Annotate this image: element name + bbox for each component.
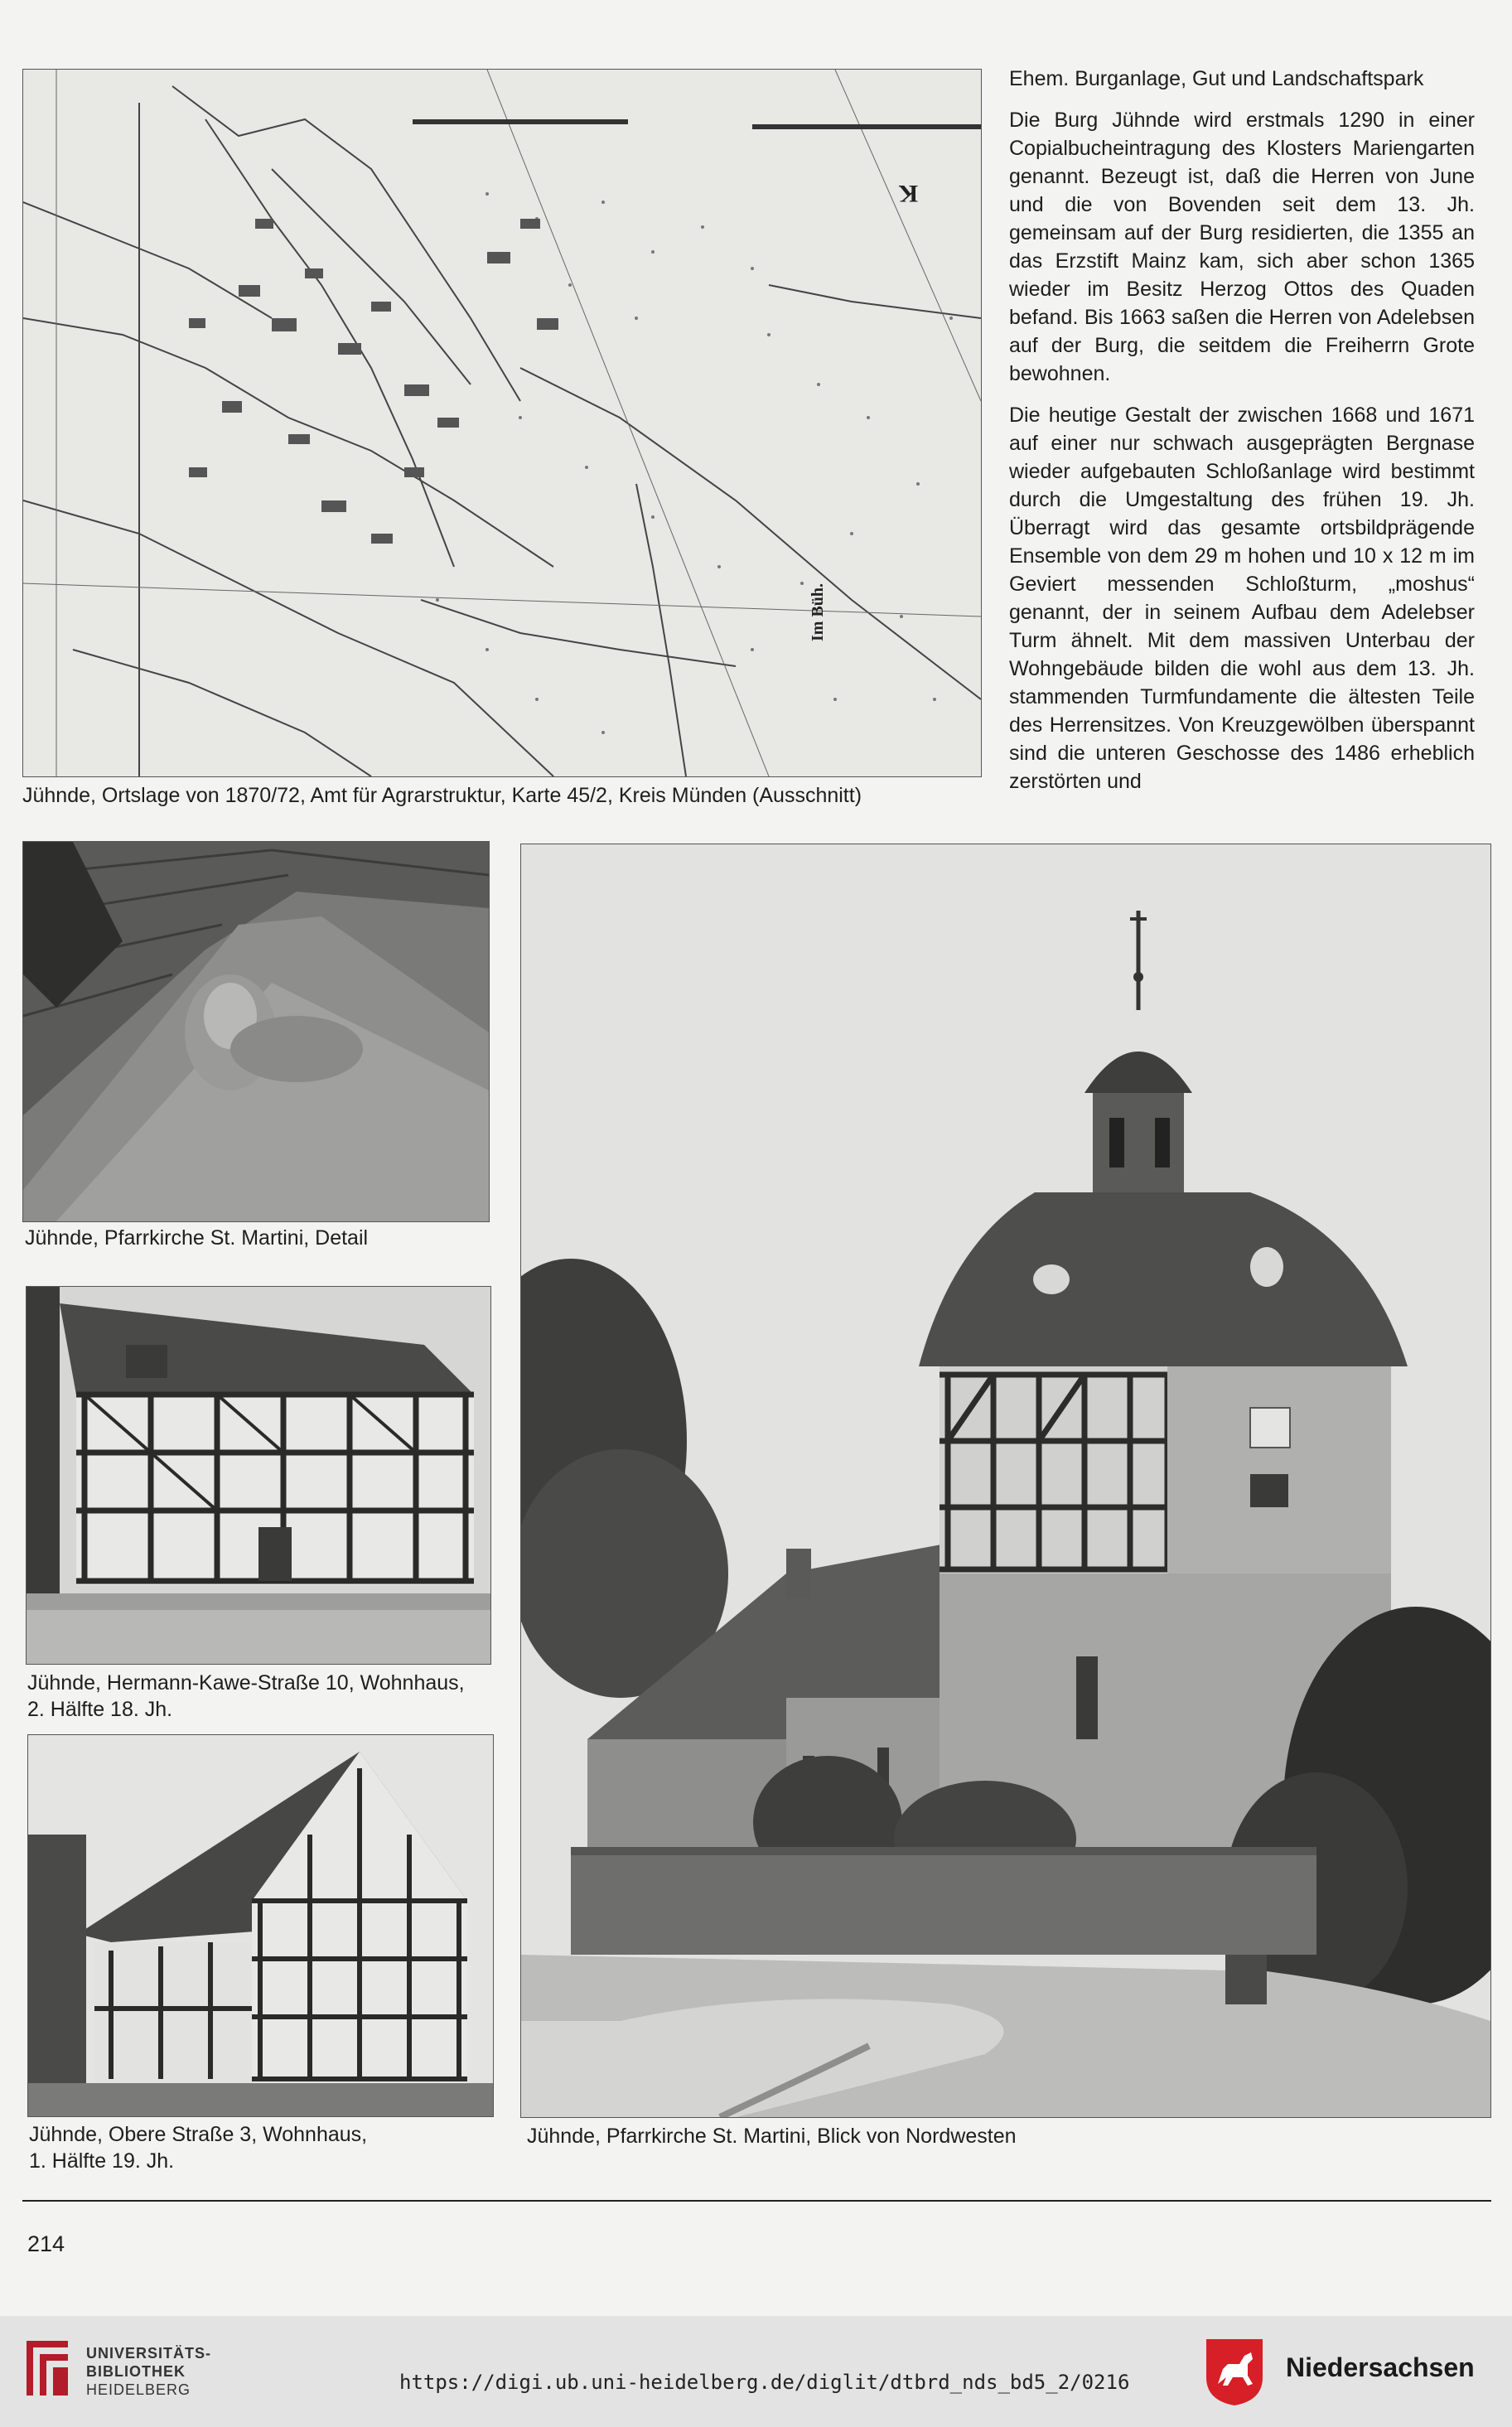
church-photo <box>520 844 1491 2118</box>
library-line1: UNIVERSITÄTS- <box>86 2345 212 2362</box>
paragraph-1: Die Burg Jühnde wird erstmals 1290 in einer Copialbucheintragung des Klosters Mariengarten genannt. Bezeugt ist, daß die Herren von June und die von Bovenden seit dem 13. Jh. gemeinsam auf der Burg residierten, die 1355 an das Erzstift Mainz kam, sich aber schon 1365 wieder im Besitz Herzog Ottos des Quaden befand. Bis 1663 saßen die Herren von Adelebsen auf der Burg, die seitdem die Freiherrn Grote bewohnen. <box>1009 109 1475 385</box>
house2-caption <box>29 2121 493 2174</box>
niedersachsen-horse-crest-icon <box>1203 2336 1266 2407</box>
section-heading: Ehem. Burganlage, Gut und Landschaftspark <box>1009 67 1424 90</box>
house1-caption <box>27 1670 491 1723</box>
bottom-rule <box>22 2200 1491 2202</box>
footer-bar <box>0 2316 1512 2427</box>
page-number: 214 <box>27 2231 65 2256</box>
map-drawing <box>23 70 981 776</box>
house2-photo <box>27 1734 494 2117</box>
church-detail-photo <box>22 841 490 1222</box>
state-name: Niedersachsen <box>1286 2352 1475 2382</box>
detail-caption: Jühnde, Pfarrkirche St. Martini, Detail <box>25 1226 369 1250</box>
library-line2: BIBLIOTHEK <box>86 2363 186 2380</box>
document-url[interactable]: https://digi.ub.uni-heidelberg.de/diglit/dtbrd_nds_bd5_2/0216 <box>399 2371 1130 2394</box>
library-name <box>86 2344 211 2399</box>
house1-caption-line2: 2. Hälfte 18. Jh. <box>27 1698 173 1721</box>
house1-caption-line1: Jühnde, Hermann-Kawe-Straße 10, Wohnhaus, <box>27 1671 465 1695</box>
church-detail-drawing <box>23 842 489 1221</box>
map-image <box>22 69 982 777</box>
text-column <box>1009 65 1475 809</box>
house2-caption-line1: Jühnde, Obere Straße 3, Wohnhaus, <box>29 2123 368 2146</box>
house2-caption-line2: 1. Hälfte 19. Jh. <box>29 2149 175 2173</box>
university-library-logo-icon <box>18 2333 76 2404</box>
map-label-field: Im Büh. <box>809 583 827 641</box>
house1-photo <box>26 1286 491 1665</box>
house2-drawing <box>28 1735 493 2116</box>
paragraph-2: Die heutige Gestalt der zwischen 1668 und 1671 auf einer nur schwach ausgeprägten Bergnase wieder aufgebauten Schloßanlage wird bestimmt durch die Umgestaltung des frühen 19. Jh. Überragt wird das gesamte ortsbildprägende Ensemble von dem 29 m hohen und 10 x 12 m im Geviert messenden Schloßturm, „moshus“ genannt, der in seinem Aufbau dem Adelebser Turm ähnelt. Mit dem massiven Unterbau der Wohngebäude bilden die wohl aus dem 13. Jh. stammenden Turmfundamente die ältesten Teile des Herrensitzes. Von Kreuzgewölben überspannt sind die unteren Geschosse des 1486 erheblich zerstörten und <box>1009 404 1475 793</box>
map-caption: Jühnde, Ortslage von 1870/72, Amt für Agrarstruktur, Karte 45/2, Kreis Münden (Ausschnitt) <box>22 784 862 807</box>
church-caption: Jühnde, Pfarrkirche St. Martini, Blick von Nordwesten <box>527 2125 1017 2148</box>
church-drawing <box>521 844 1490 2117</box>
map-label-k: K <box>898 180 918 207</box>
library-line3: HEIDELBERG <box>86 2381 191 2398</box>
house1-drawing <box>27 1287 490 1664</box>
